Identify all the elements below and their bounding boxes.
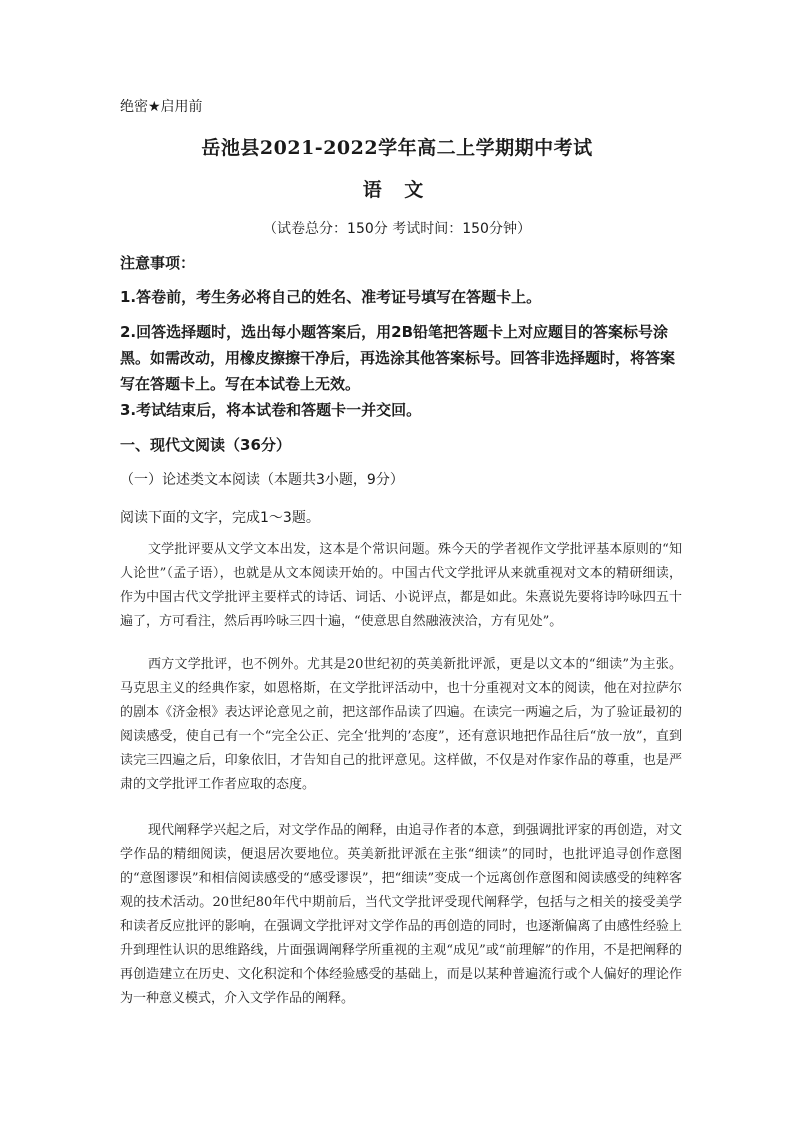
notice-item: 2.回答选择题时，选出每小题答案后，用2B铅笔把答题卡上对应题目的答案标号涂黑。如需改动，用橡皮擦擦干净后，再选涂其他答案标号。回答非选择题时，将答案写在答题卡上。写在本试卷上无效。 — [120, 323, 676, 393]
passage-paragraph: 现代阐释学兴起之后，对文学作品的阐释，由追寻作者的本意，到强调批评家的再创造，对文学作品的精细阅读，便退居次要地位。英美新批评派在主张“细读”的同时，也批评追寻创作意图的“意图谬误”和相信阅读感受的“感受谬误”，把“细读”变成一个远离创作意图和阅读感受的纯粹客观的技术活动。20世纪80年代中期前后，当代文学批评受现代阐释学，包括与之相关的接受美学和读者反应批评的影响，在强调文学批评对文学作品的再创造的同时，也逐渐偏离了由感性经验上升到理性认识的思维路线，片面强调阐释学所重视的主观“成见”或“前理解”的作用，不是把阐释的再创造建立在历史、文化积淀和个体经验感受的基础上，而是以某种普遍流行或个人偏好的理论作为一种意义模式，介入文学作品的阐释。 — [120, 823, 682, 1006]
notice-item: 1.答卷前，考生务必将自己的姓名、准考证号填写在答题卡上。 — [120, 288, 542, 306]
exam-title: 岳池县2021-2022学年高二上学期期中考试 — [201, 137, 593, 159]
notice-item: 3.考试结束后，将本试卷和答题卡一并交回。 — [120, 401, 422, 419]
subject-title: 语 文 — [362, 179, 432, 201]
section-title: 一、现代文阅读（36分） — [120, 436, 291, 454]
reading-instruction: 阅读下面的文字，完成1～3题。 — [120, 510, 320, 526]
subsection-title: （一）论述类文本阅读（本题共3小题，9分） — [120, 472, 404, 488]
exam-meta: （试卷总分：150分 考试时间：150分钟） — [263, 221, 531, 237]
passage-paragraph: 西方文学批评，也不例外。尤其是20世纪初的英美新批评派，更是以文本的“细读”为主张。马克思主义的经典作家，如恩格斯，在文学批评活动中，也十分重视对文本的阅读，他在对拉萨尔的剧本《济金根》表达评论意见之前，把这部作品读了四遍。在读完一两遍之后，为了验证最初的阅读感受，使自己有一个“完全公正、完全‘批判的’态度”，还有意识地把作品往后“放一放”，直到读完三四遍之后，印象依旧，才告知自己的批评意见。这样做，不仅是对作家作品的尊重，也是严肃的文学批评工作者应取的态度。 — [120, 657, 682, 792]
notice-title: 注意事项： — [120, 254, 196, 272]
secret-mark: 绝密★启用前 — [120, 99, 203, 115]
passage-paragraph: 文学批评要从文学文本出发，这本是个常识问题。殊今天的学者视作文学批评基本原则的“知人论世”（孟子语），也就是从文本阅读开始的。中国古代文学批评从来就重视对文本的精研细读，作为中国古代文学批评主要样式的诗话、词话、小说评点，都是如此。朱熹说先要将诗吟咏四五十遍了，方可看注，然后再吟咏三四十遍，“使意思自然融液浃洽，方有见处”。 — [120, 542, 682, 629]
